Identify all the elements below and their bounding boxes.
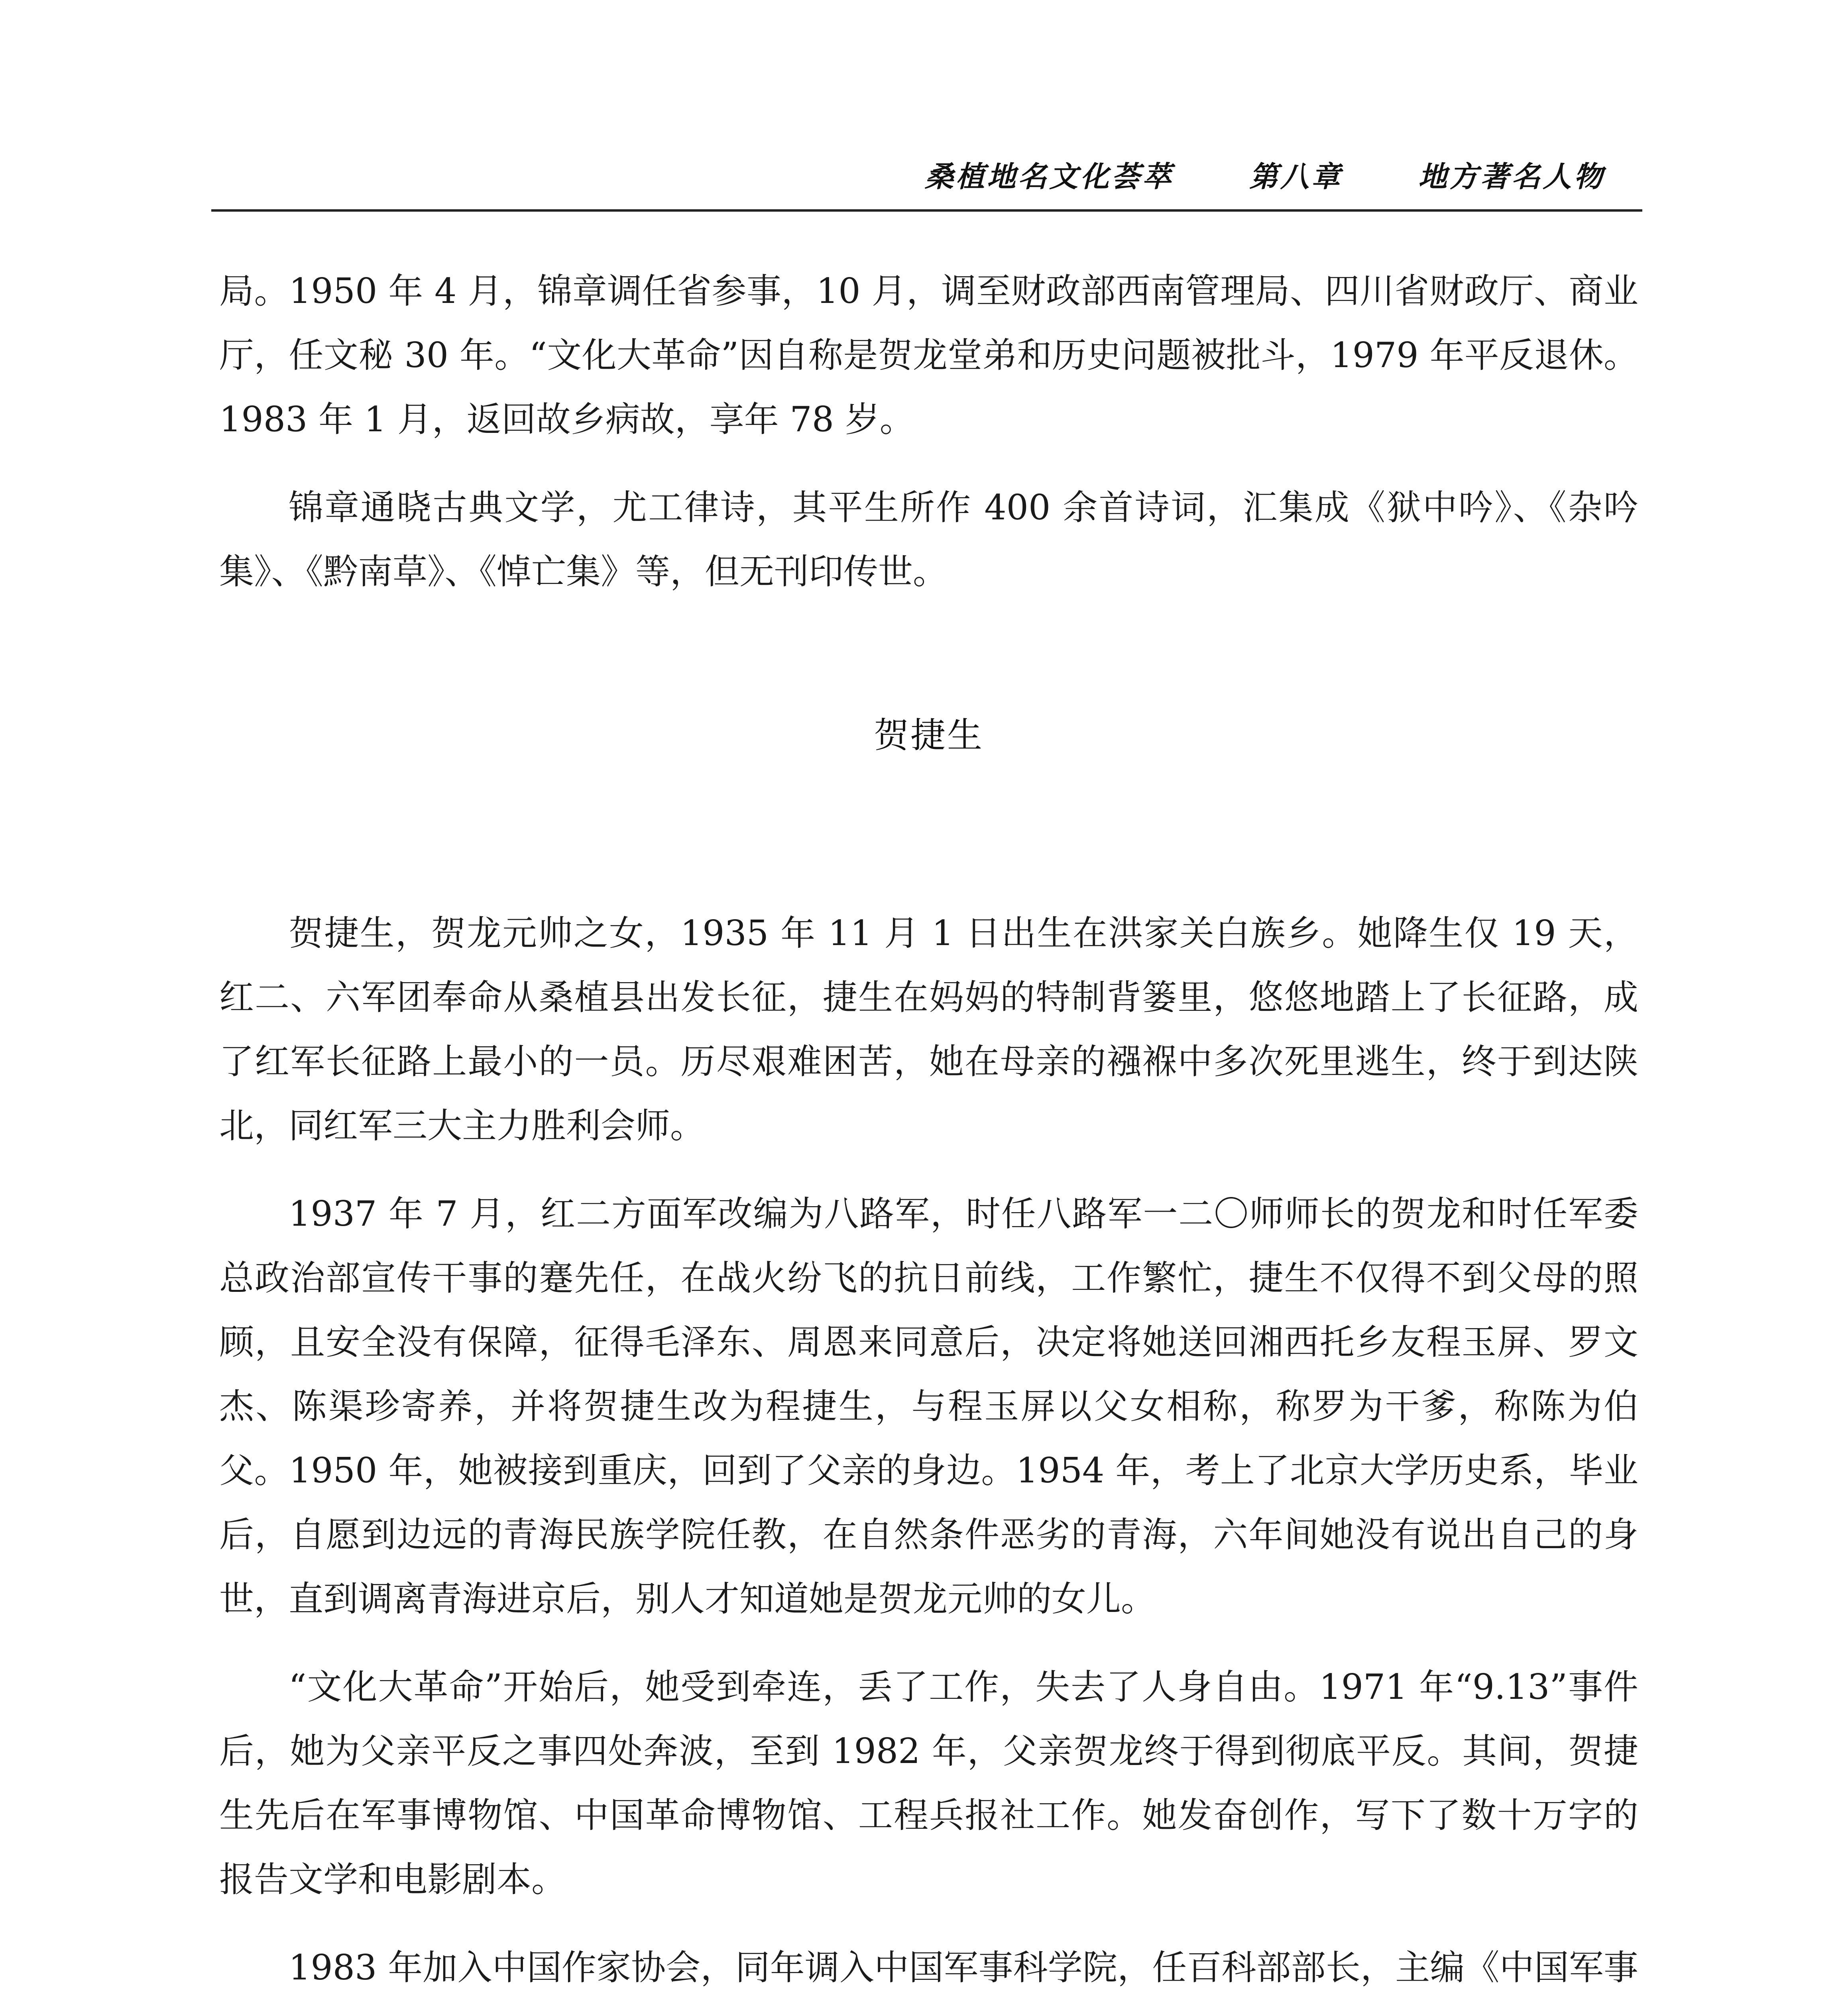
paragraph: 1937 年 7 月，红二方面军改编为八路军，时任八路军一二〇师师长的贺龙和时任军委总政治部宣传干事的蹇先任，在战火纷飞的抗日前线，工作繁忙，捷生不仅得不到父母的照顾，且安全没有保障，征得毛泽东、周恩来同意后，决定将她送回湘西托乡友程玉屏、罗文杰、陈渠珍寄养，并将贺捷生改为程捷生，与程玉屏以父女相称，称罗为干爹，称陈为伯父。1950 年，她被接到重庆，回到了父亲的身边。1954 年，考上了北京大学历史系，毕业后，自愿到边远的青海民族学院任教，在自然条件恶劣的青海，六年间她没有说出自己的身世，直到调离青海进京后，别人才知道她是贺龙元帅的女儿。 (219, 1193, 1638, 1619)
paragraph: 1983 年加入中国作家协会，同年调入中国军事科学院，任百科部部长，主编《中国军事 (289, 1947, 1638, 1988)
header-chapter: 第八章 (1249, 160, 1343, 193)
paragraph-continued: 局。1950 年 4 月，锦章调任省参事，10 月，调至财政部西南管理局、四川省财政厅、商业厅，任文秘 30 年。“文化大革命”因自称是贺龙堂弟和历史问题被批斗，1979 年平反退休。1983 年 1 月，返回故乡病故，享年 78 岁。 (219, 271, 1638, 440)
section-title: 贺捷生 (873, 715, 984, 756)
paragraph: 贺捷生，贺龙元帅之女，1935 年 11 月 1 日出生在洪家关白族乡。她降生仅 19 天，红二、六军团奉命从桑植县出发长征，捷生在妈妈的特制背篓里，悠悠地踏上了长征路，成了红军长征路上最小的一员。历尽艰难困苦，她在母亲的襁褓中多次死里逃生，终于到达陕北，同红军三大主力胜利会师。 (219, 913, 1638, 1146)
header-chapter-title: 地方著名人物 (1418, 160, 1605, 193)
paragraph: 锦章通晓古典文学，尤工律诗，其平生所作 400 余首诗词，汇集成《狱中吟》、《杂吟集》、《黔南草》、《悼亡集》等，但无刊印传世。 (219, 487, 1638, 592)
header-rule (211, 209, 1642, 212)
running-header (925, 153, 1605, 195)
header-book-title: 桑植地名文化荟萃 (924, 160, 1174, 193)
page-body (219, 259, 1638, 1993)
paragraph: “文化大革命”开始后，她受到牵连，丢了工作，失去了人身自由。1971 年“9.13”事件后，她为父亲平反之事四处奔波，至到 1982 年，父亲贺龙终于得到彻底平反。其间，贺捷生先后在军事博物馆、中国革命博物馆、工程兵报社工作。她发奋创作，写下了数十万字的报告文学和电影剧本。 (219, 1667, 1638, 1900)
